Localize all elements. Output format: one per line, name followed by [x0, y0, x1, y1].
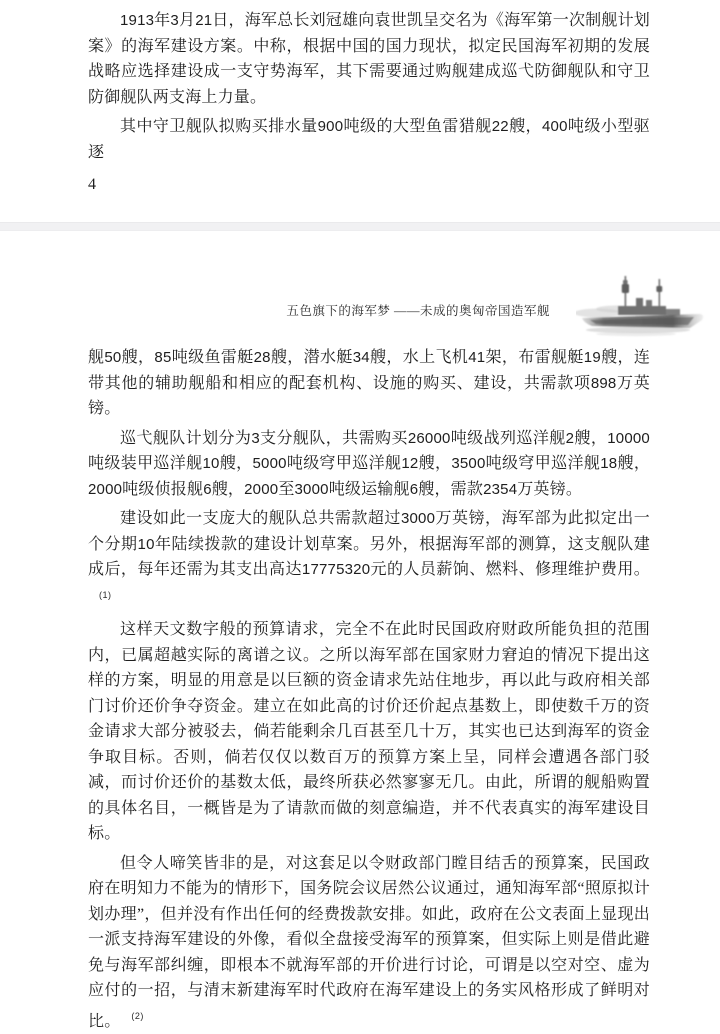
page-header [0, 231, 720, 345]
paragraph: 其中守卫舰队拟购买排水量900吨级的大型鱼雷猎舰22艘，400吨级小型驱逐 [88, 114, 650, 165]
paragraph: 1913年3月21日，海军总长刘冠雄向袁世凯呈交名为《海军第一次制舰计划案》的海军建设方案。中称，根据中国的国力现状，拟定民国海军初期的发展战略应选择建设成一支守势海军，其下需要通过购舰建成巡弋防御舰队和守卫防御舰队两支海上力量。 [88, 8, 650, 110]
footnote-ref: (2) [131, 1011, 144, 1021]
paragraph: 这样天文数字般的预算请求，完全不在此时民国政府财政所能负担的范围内，已属超越实际的离谱之议。之所以海军部在国家财力窘迫的情况下提出这样的方案，明显的用意是以巨额的资金请求先站住地步，再以此与政府相关部门讨价还价争夺资金。建立在如此高的讨价还价起点基数上，即使数千万的资金请求大部分被驳去，倘若能剩余几百甚至几十万，其实也已达到海军的资金争取目标。否则，倘若仅仅以数百万的预算方案上呈，同样会遭遇各部门驳减，而讨价还价的基数太低，最终所获必然寥寥无几。由此，所谓的舰船购置的具体名目，一概皆是为了请款而做的刻意编造，并不代表真实的海军建设目标。 [88, 617, 650, 847]
page2-paragraphs [88, 345, 650, 1034]
book-page-top [0, 0, 720, 222]
paragraph: 巡弋舰队计划分为3支分舰队，共需购买26000吨级战列巡洋舰2艘，10000吨级装甲巡洋舰10艘，5000吨级穹甲巡洋舰12艘，3500吨级穹甲巡洋舰18艘，2000吨级侦报舰6艘，2000至3000吨级运输舰6艘，需款2354万英镑。 [88, 426, 650, 503]
paragraph: 舰50艘，85吨级鱼雷艇28艘，潜水艇34艘，水上飞机41架，布雷舰艇19艘，连带其他的辅助舰船和相应的配套机构、设施的购买、建设，共需款项898万英镑。 [88, 345, 650, 422]
page-number: 4 [88, 174, 650, 196]
warship-illustration-icon [576, 273, 710, 343]
running-header-caption: 五色旗下的海军梦 ——未成的奥匈帝国造军舰 [286, 301, 550, 345]
page1-paragraphs [88, 8, 650, 165]
footnote-ref: (1) [99, 590, 112, 600]
book-page-bottom [0, 231, 720, 1034]
paragraph: 但令人啼笑皆非的是，对这套足以令财政部门瞠目结舌的预算案，民国政府在明知力不能为的情形下，国务院会议居然公议通过，通知海军部“照原拟计划办理”，但并没有作出任何的经费拨款安排。如此，政府在公文表面上显现出一派支持海军建设的外像，看似全盘接受海军的预算案，但实际上则是借此避免与海军部纠缠，即根本不就海军部的开价进行讨论，可谓是以空对空、虚为应付的一招，与清末新建海军时代政府在海军建设上的务实风格形成了鲜明对比。 $^{(2)}$ [88, 851, 650, 1034]
paragraph: 建设如此一支庞大的舰队总共需款超过3000万英镑，海军部为此拟定出一个分期10年陆续拨款的建设计划草案。另外，根据海军部的测算，这支舰队建成后，每年还需为其支出高达17775320元的人员薪饷、燃料、修理维护费用。$^{(1)}$ [88, 506, 650, 613]
page-divider [0, 222, 720, 231]
